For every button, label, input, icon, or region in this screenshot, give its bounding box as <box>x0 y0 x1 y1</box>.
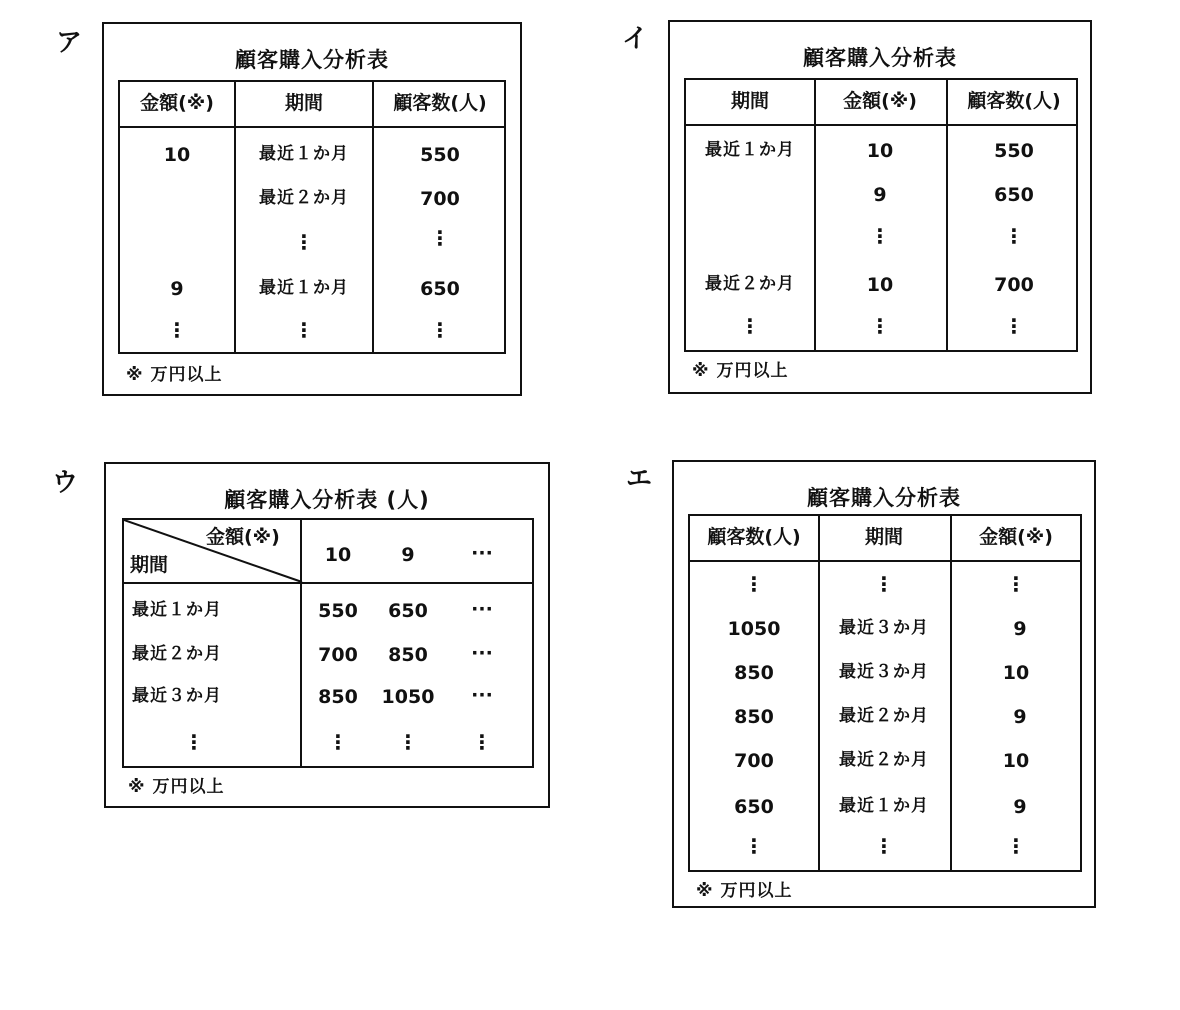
header-customers: 顧客数(人) <box>707 526 801 548</box>
row-header-period: 最近１か月 <box>132 600 222 620</box>
vertical-ellipsis: ⋮ <box>874 834 894 858</box>
cell-period: 最近２か月 <box>839 706 929 726</box>
cell-amount: 9 <box>1013 706 1027 728</box>
cell-period: 最近３か月 <box>839 662 929 682</box>
footnote: ※ 万円以上 <box>696 881 793 901</box>
vertical-ellipsis: ⋮ <box>740 314 760 338</box>
cell-customers: 850 <box>318 686 358 708</box>
option-e-panel <box>672 460 1096 908</box>
vertical-ellipsis: ⋮ <box>744 572 764 596</box>
cell-customers: 700 <box>994 274 1034 296</box>
option-i-table <box>684 78 1078 352</box>
panel-title: 顧客購入分析表 <box>807 486 961 510</box>
cell-customers: 700 <box>734 750 774 772</box>
cell-period: 最近２か月 <box>705 274 795 294</box>
horizontal-ellipsis: ··· <box>471 542 493 564</box>
cell-period: 最近１か月 <box>259 144 349 164</box>
footnote: ※ 万円以上 <box>128 777 225 797</box>
vertical-ellipsis: ⋮ <box>398 730 418 754</box>
vertical-ellipsis: ⋮ <box>184 730 204 754</box>
cell-period: 最近２か月 <box>259 188 349 208</box>
vertical-ellipsis: ⋮ <box>430 318 450 342</box>
header-period: 期間 <box>284 92 324 114</box>
vertical-ellipsis: ⋮ <box>328 730 348 754</box>
horizontal-ellipsis: ··· <box>471 598 493 620</box>
header-amount: 金額(※) <box>206 526 280 548</box>
vertical-ellipsis: ⋮ <box>744 834 764 858</box>
horizontal-ellipsis: ··· <box>471 684 493 706</box>
vertical-ellipsis: ⋮ <box>430 226 450 250</box>
header-customers: 顧客数(人) <box>967 90 1061 112</box>
cell-amount: 10 <box>163 144 191 166</box>
row-header-period: 最近３か月 <box>132 686 222 706</box>
option-u-panel <box>104 462 550 808</box>
vertical-ellipsis: ⋮ <box>1004 224 1024 248</box>
cell-customers: 850 <box>734 662 774 684</box>
cell-amount: 9 <box>873 184 887 206</box>
cell-amount: 10 <box>866 274 894 296</box>
cell-amount: 10 <box>1002 662 1030 684</box>
vertical-ellipsis: ⋮ <box>1006 834 1026 858</box>
vertical-ellipsis: ⋮ <box>1004 314 1024 338</box>
footnote: ※ 万円以上 <box>692 361 789 381</box>
cell-period: 最近２か月 <box>839 750 929 770</box>
vertical-ellipsis: ⋮ <box>870 314 890 338</box>
cell-customers: 700 <box>420 188 460 210</box>
header-amount: 金額(※) <box>843 90 917 112</box>
cell-period: 最近３か月 <box>839 618 929 638</box>
vertical-ellipsis: ⋮ <box>874 572 894 596</box>
cell-customers: 1050 <box>727 618 781 640</box>
option-a-panel <box>102 22 522 396</box>
cell-customers: 650 <box>734 796 774 818</box>
option-u-table <box>122 518 534 768</box>
option-label-u: ウ <box>52 468 79 498</box>
cell-customers: 850 <box>388 644 428 666</box>
option-i-panel <box>668 20 1092 394</box>
cell-period: 最近１か月 <box>705 140 795 160</box>
header-amount: 金額(※) <box>140 92 214 114</box>
option-e-table <box>688 514 1082 872</box>
header-amount: 金額(※) <box>979 526 1053 548</box>
cell-amount: 10 <box>1002 750 1030 772</box>
cell-customers: 550 <box>318 600 358 622</box>
cell-customers: 550 <box>420 144 460 166</box>
cell-amount: 9 <box>1013 618 1027 640</box>
cell-customers: 550 <box>994 140 1034 162</box>
column-header-amount: 9 <box>401 544 415 566</box>
header-period: 期間 <box>130 554 169 576</box>
header-period: 期間 <box>864 526 904 548</box>
column-header-amount: 10 <box>324 544 352 566</box>
row-header-period: 最近２か月 <box>132 644 222 664</box>
option-label-e: エ <box>626 464 653 494</box>
vertical-ellipsis: ⋮ <box>472 730 492 754</box>
cell-period: 最近１か月 <box>839 796 929 816</box>
panel-title: 顧客購入分析表 (人) <box>224 488 430 512</box>
cell-customers: 700 <box>318 644 358 666</box>
cell-amount: 9 <box>170 278 184 300</box>
horizontal-ellipsis: ··· <box>471 642 493 664</box>
header-customers: 顧客数(人) <box>393 92 487 114</box>
header-period: 期間 <box>730 90 770 112</box>
cell-customers: 850 <box>734 706 774 728</box>
vertical-ellipsis: ⋮ <box>294 318 314 342</box>
cell-amount: 10 <box>866 140 894 162</box>
cell-customers: 1050 <box>381 686 435 708</box>
cell-amount: 9 <box>1013 796 1027 818</box>
vertical-ellipsis: ⋮ <box>870 224 890 248</box>
cell-period: 最近１か月 <box>259 278 349 298</box>
cell-customers: 650 <box>388 600 428 622</box>
panel-title: 顧客購入分析表 <box>235 48 389 72</box>
option-label-a: ア <box>56 28 83 58</box>
cell-customers: 650 <box>994 184 1034 206</box>
vertical-ellipsis: ⋮ <box>294 230 314 254</box>
option-label-i: イ <box>622 24 649 54</box>
footnote: ※ 万円以上 <box>126 365 223 385</box>
vertical-ellipsis: ⋮ <box>167 318 187 342</box>
vertical-ellipsis: ⋮ <box>1006 572 1026 596</box>
cell-customers: 650 <box>420 278 460 300</box>
panel-title: 顧客購入分析表 <box>803 46 957 70</box>
option-a-table <box>118 80 506 354</box>
